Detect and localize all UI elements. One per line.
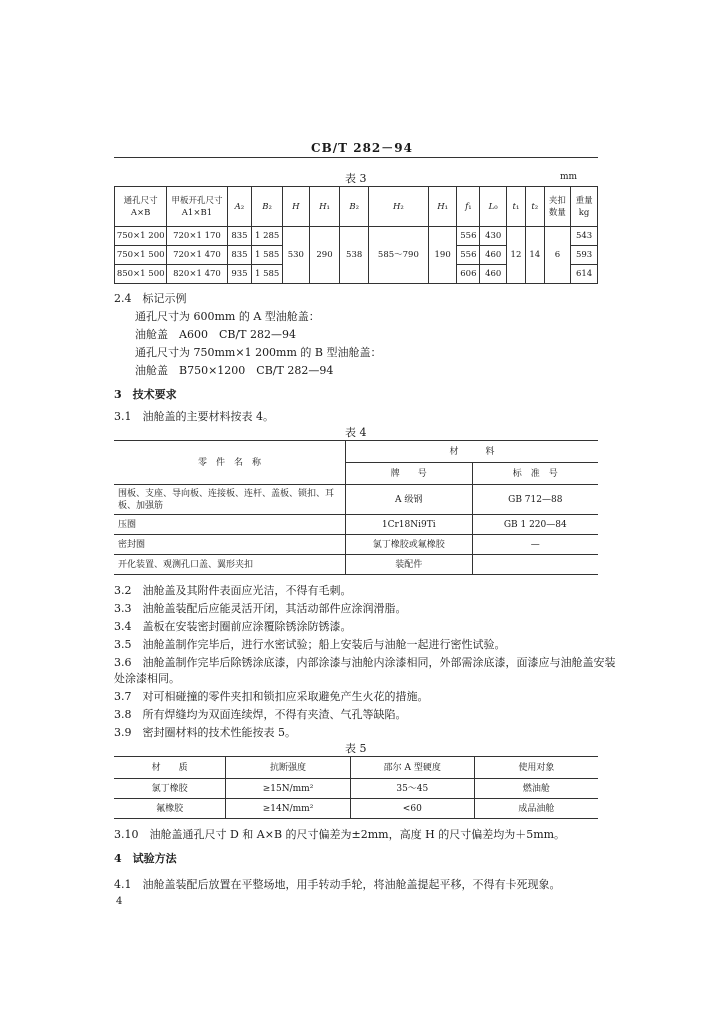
table4-caption: 表 4 xyxy=(345,426,367,439)
t5-h-0: 材 质 xyxy=(114,757,226,779)
t3-r1-c9: 556 xyxy=(457,246,480,265)
t3-r1-c6: 538 xyxy=(340,227,369,284)
t3-r1-c14: 593 xyxy=(571,246,598,265)
t3-r1-c0: 750×1 500 xyxy=(115,246,167,265)
t3-h-A1B1: 甲板开孔尺寸 A1×B1 xyxy=(167,187,227,227)
sec24-line-0: 通孔尺寸为 600mm 的 A 型油舱盖： xyxy=(135,310,320,323)
t3-r0-c10: 430 xyxy=(480,227,507,246)
t3-h-count: 夹扣 数量 xyxy=(544,187,571,227)
t3-h-L0: L₀ xyxy=(480,187,507,227)
t3-h-f1: f₁ xyxy=(457,187,480,227)
t3-h-H: H xyxy=(282,187,309,227)
t3-h-B2: B₂ xyxy=(252,187,283,227)
t3-r1-c11: 12 xyxy=(507,227,526,284)
para-3-9: 3.9 密封圈材料的技术性能按表 5。 xyxy=(114,726,296,739)
t4-r3-part: 开化装置、观测孔口盖、翼形夹扣 xyxy=(114,555,345,575)
table5 xyxy=(114,756,598,819)
t4-r0-std: GB 712—88 xyxy=(472,485,598,515)
page-number: 4 xyxy=(116,896,123,907)
t4-r0-part: 围板、支座、导向板、连接板、连杆、盖板、锁扣、耳板、加强筋 xyxy=(114,485,345,515)
t3-r1-c10: 460 xyxy=(480,246,507,265)
t4-h-material: 材 料 xyxy=(345,441,598,463)
t3-h-t1: t₁ xyxy=(507,187,526,227)
t3-h-B2b: B₂ xyxy=(340,187,369,227)
t3-h-A2: A₂ xyxy=(227,187,252,227)
t4-r1-grade: 1Cr18Ni9Ti xyxy=(345,515,472,535)
sec31: 3.1 油舱盖的主要材料按表 4。 xyxy=(114,410,274,423)
t5-r0-c3: 燃油舱 xyxy=(474,779,598,799)
t4-r2-part: 密封圈 xyxy=(114,535,345,555)
sec24-line-3: 油舱盖 B750×1200 CB/T 282—94 xyxy=(135,364,334,377)
t3-r1-c1: 720×1 470 xyxy=(167,246,227,265)
t3-r0-c3: 1 285 xyxy=(252,227,283,246)
t4-r3-std xyxy=(472,555,598,575)
sec24-title: 2.4 标记示例 xyxy=(114,292,187,305)
t3-r1-c8: 190 xyxy=(428,227,457,284)
sec24-line-2: 通孔尺寸为 750mm×1 200mm 的 B 型油舱盖： xyxy=(135,346,382,359)
t3-r0-c9: 556 xyxy=(457,227,480,246)
table3 xyxy=(114,186,598,284)
table4 xyxy=(114,440,598,575)
table3-unit: mm xyxy=(560,172,578,182)
t3-h-H2: H₂ xyxy=(368,187,428,227)
t3-r2-c9: 606 xyxy=(457,265,480,284)
t3-r2-c2: 935 xyxy=(227,265,252,284)
t3-h-t2: t₂ xyxy=(525,187,544,227)
t3-r1-c12: 14 xyxy=(525,227,544,284)
t3-r0-c0: 750×1 200 xyxy=(115,227,167,246)
t4-r3-grade: 装配件 xyxy=(345,555,472,575)
t3-h-AB: 通孔尺寸 A×B xyxy=(115,187,167,227)
sec3-title: 3 技术要求 xyxy=(114,388,177,401)
para-4-1: 4.1 油舱盖装配后放置在平整场地，用手转动手轮，将油舱盖提起平移，不得有卡死现象。 xyxy=(114,878,561,891)
t4-r2-grade: 氯丁橡胶或氟橡胶 xyxy=(345,535,472,555)
t3-h-H3: H₁ xyxy=(428,187,457,227)
para-3-5: 3.5 油舱盖制作完毕后，进行水密试验；船上安装后与油舱一起进行密性试验。 xyxy=(114,638,506,651)
t3-r1-c7: 585～790 xyxy=(368,227,428,284)
t3-r2-c3: 1 585 xyxy=(252,265,283,284)
para-3-7: 3.7 对可相碰撞的零件夹扣和锁扣应采取避免产生火花的措施。 xyxy=(114,690,429,703)
t3-r1-c2: 835 xyxy=(227,246,252,265)
t5-r0-c0: 氯丁橡胶 xyxy=(114,779,226,799)
t5-h-2: 邵尔 A 型硬度 xyxy=(350,757,474,779)
para-3-6: 3.6 油舱盖制作完毕后除锈涂底漆，内部涂漆与油舱内涂漆相同，外部需涂底漆，面漆应与油舱盖安装 xyxy=(114,656,616,669)
t4-r0-grade: A 级钢 xyxy=(345,485,472,515)
t3-r0-c2: 835 xyxy=(227,227,252,246)
t4-h-grade: 牌 号 xyxy=(345,463,472,485)
t3-r1-c13: 6 xyxy=(544,227,571,284)
t3-r0-c14: 543 xyxy=(571,227,598,246)
t5-r0-c2: 35～45 xyxy=(350,779,474,799)
header-rule xyxy=(114,157,598,158)
document-header: CB/T 282－94 xyxy=(311,141,413,155)
t5-r1-c1: ≥14N/mm² xyxy=(226,799,350,819)
t3-r1-c3: 1 585 xyxy=(252,246,283,265)
para-3-4: 3.4 盖板在安装密封圈前应涂覆除锈涂防锈漆。 xyxy=(114,620,352,633)
t3-r0-c1: 720×1 170 xyxy=(167,227,227,246)
t3-h-H1: H₁ xyxy=(309,187,340,227)
t3-r1-c4: 530 xyxy=(282,227,309,284)
para-3-2: 3.2 油舱盖及其附件表面应光洁，不得有毛刺。 xyxy=(114,584,352,597)
t3-r2-c10: 460 xyxy=(480,265,507,284)
para-3-6-cont: 处涂漆相同。 xyxy=(114,672,180,685)
t3-r2-c14: 614 xyxy=(571,265,598,284)
t5-r1-c2: <60 xyxy=(350,799,474,819)
t5-r1-c0: 氟橡胶 xyxy=(114,799,226,819)
para-3-8: 3.8 所有焊缝均为双面连续焊，不得有夹渣、气孔等缺陷。 xyxy=(114,708,407,721)
t4-h-std: 标 准 号 xyxy=(472,463,598,485)
para-3-10: 3.10 油舱盖通孔尺寸 D 和 A×B 的尺寸偏差为±2mm，高度 H 的尺寸偏差均为＋5mm。 xyxy=(114,828,566,841)
t4-r2-std: — xyxy=(472,535,598,555)
t3-h-weight: 重量 kg xyxy=(571,187,598,227)
para-3-3: 3.3 油舱盖装配后应能灵活开闭，其活动部件应涂润滑脂。 xyxy=(114,602,407,615)
t5-r1-c3: 成品油舱 xyxy=(474,799,598,819)
t5-h-1: 抗断强度 xyxy=(226,757,350,779)
t3-r2-c1: 820×1 470 xyxy=(167,265,227,284)
t3-r2-c0: 850×1 500 xyxy=(115,265,167,284)
sec24-line-1: 油舱盖 A600 CB/T 282—94 xyxy=(135,328,296,341)
t3-r1-c5: 290 xyxy=(309,227,340,284)
t4-r1-part: 压圈 xyxy=(114,515,345,535)
t5-h-3: 使用对象 xyxy=(474,757,598,779)
t4-r1-std: GB 1 220—84 xyxy=(472,515,598,535)
sec4-title: 4 试验方法 xyxy=(114,852,177,865)
table5-caption: 表 5 xyxy=(345,742,367,755)
t4-h-part: 零 件 名 称 xyxy=(114,441,345,485)
table3-caption: 表 3 xyxy=(345,172,367,185)
t5-r0-c1: ≥15N/mm² xyxy=(226,779,350,799)
